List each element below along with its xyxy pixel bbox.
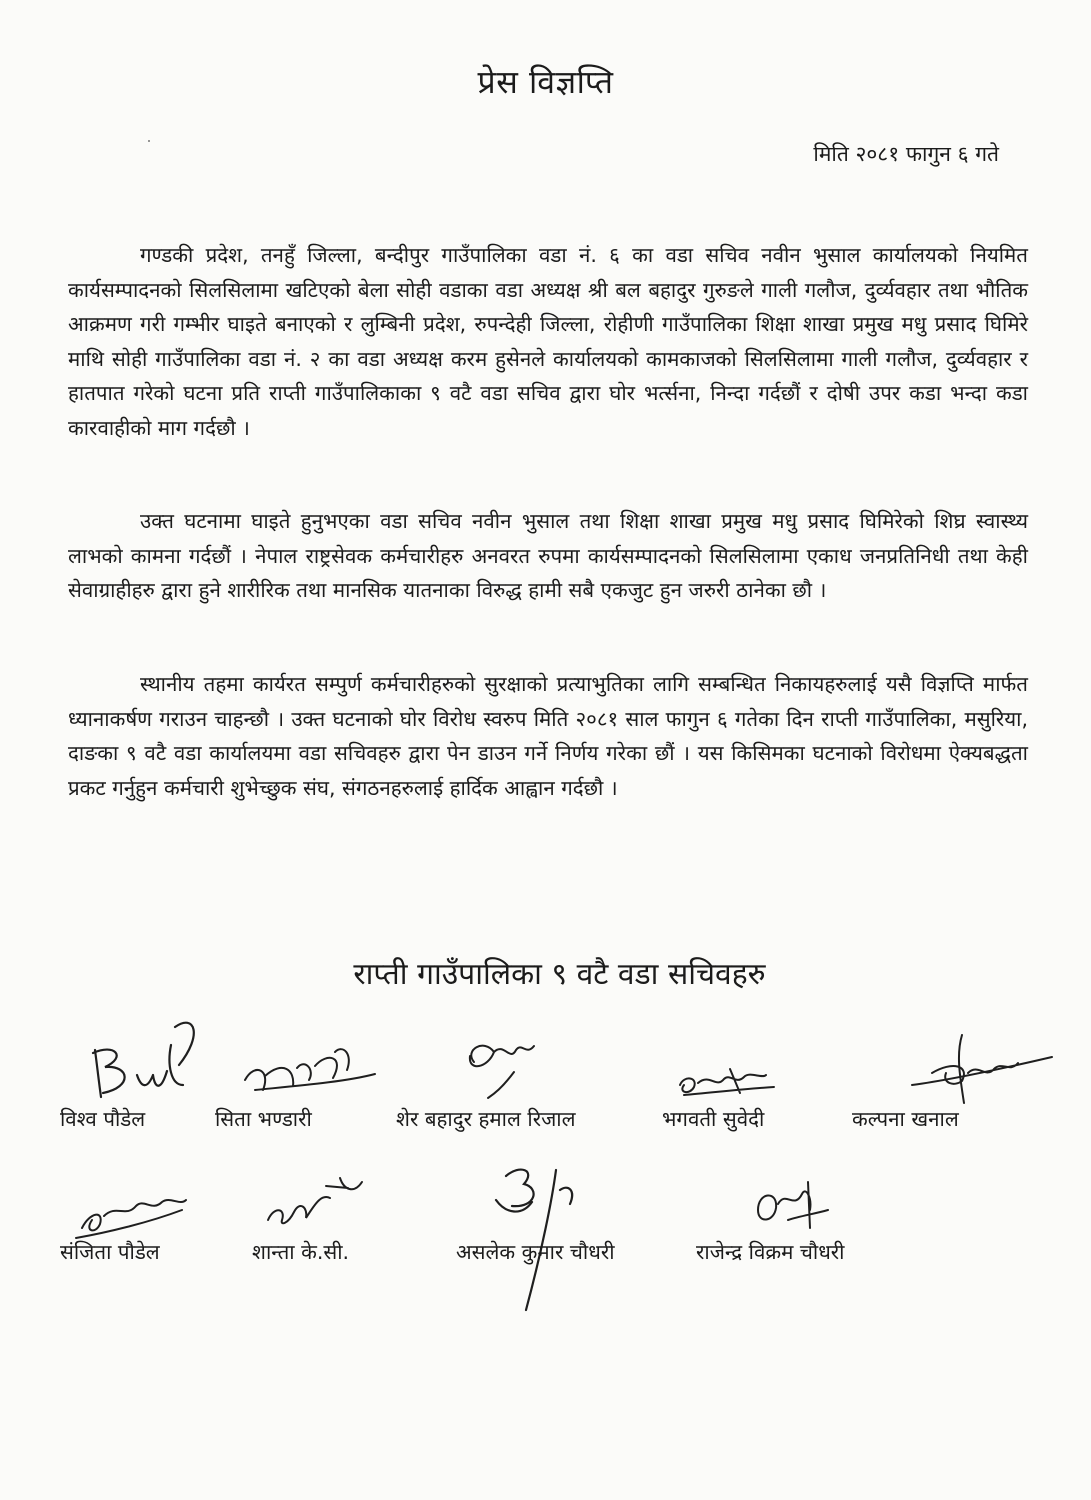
signatory-name: भगवती सुवेदी: [662, 1107, 765, 1131]
signatory-group-heading: राप्ती गाउँपालिका ९ वटै वडा सचिवहरु: [353, 957, 766, 992]
signatory-name: विश्व पौडेल: [60, 1107, 146, 1131]
paragraph-1: गण्डकी प्रदेश, तनहुँ जिल्ला, बन्दीपुर गाउँपालिका वडा नं. ६ का वडा सचिव नवीन भुसाल कार्यालयको नियमित कार्यसम्पादनको सिलसिलामा खटिएको बेला सोही वडाका वडा अध्यक्ष श्री बल बहादुर गुरुङले गाली गलौज, दुर्व्यवहार तथा भौतिक आक्रमण गरी गम्भीर घाइते बनाएको र लुम्बिनी प्रदेश, रुपन्देही जिल्ला, रोहीणी गाउँपालिका शिक्षा शाखा प्रमुख मधु प्रसाद घिमिरे माथि सोही गाउँपालिका वडा नं. २ का वडा अध्यक्ष करम हुसेनले कार्यालयको कामकाजको सिलसिलामा गाली गलौज, दुर्व्यवहार र हातपात गरेको घटना प्रति राप्ती गाउँपालिकाका ९ वटै वडा सचिव द्वारा घोर भर्त्सना, निन्दा गर्दछौं र दोषी उपर कडा भन्दा कडा कारवाहीको माग गर्दछौ ।: [68, 243, 1028, 440]
signature-icon: [260, 1168, 380, 1238]
signatory-name: संजिता पौडेल: [60, 1240, 160, 1264]
signature-icon: [75, 1005, 215, 1105]
document-date: मिति २०८१ फागुन ६ गते: [813, 142, 999, 166]
paragraph-2: उक्त घटनामा घाइते हुनुभएका वडा सचिव नवीन भुसाल तथा शिक्षा शाखा प्रमुख मधु प्रसाद घिमिरेको शिघ्र स्वास्थ्य लाभको कामना गर्दछौं । नेपाल राष्ट्रसेवक कर्मचारीहरु अनवरत रुपमा कार्यसम्पादनको सिलसिलामा एकाध जनप्रतिनिधी तथा केही सेवाग्राहीहरु द्वारा हुने शारीरिक तथा मानसिक यातनाका विरुद्ध हामी सबै एकजुट हुन जरुरी ठानेका छौ ।: [68, 509, 1028, 603]
paragraph-3: स्थानीय तहमा कार्यरत सम्पुर्ण कर्मचारीहरुको सुरक्षाको प्रत्याभुतिका लागि सम्बन्धित निकायहरुलाई यसै विज्ञप्ति मार्फत ध्यानाकर्षण गराउन चाहन्छौ । उक्त घटनाको घोर विरोध स्वरुप मिति २०८१ साल फागुन ६ गतेका दिन राप्ती गाउँपालिका, मसुरिया, दाङका ९ वटै वडा कार्यालयमा वडा सचिवहरु द्वारा पेन डाउन गर्ने निर्णय गरेका छौं । यस किसिमका घटनाको विरोधमा ऐक्यबद्धता प्रकट गर्नुहुन कर्मचारी शुभेच्छुक संघ, संगठनहरुलाई हार्दिक आह्वान गर्दछौ ।: [68, 672, 1028, 800]
signatory-name: शान्ता के.सी.: [252, 1240, 350, 1264]
signatory-name: सिता भण्डारी: [215, 1107, 312, 1131]
signature-icon: [902, 1025, 1062, 1105]
document-title: प्रेस विज्ञप्ति: [477, 63, 614, 101]
signatory-name: राजेन्द्र विक्रम चौधरी: [696, 1240, 845, 1264]
signature-icon: [235, 1040, 385, 1110]
signatory-name: असलेक कुमार चौधरी: [456, 1240, 615, 1264]
stray-dot: [148, 140, 150, 142]
signatory-name: शेर बहादुर हमाल रिजाल: [396, 1107, 576, 1131]
signature-icon: [454, 1032, 574, 1102]
signatory-name: कल्पना खनाल: [852, 1107, 959, 1131]
